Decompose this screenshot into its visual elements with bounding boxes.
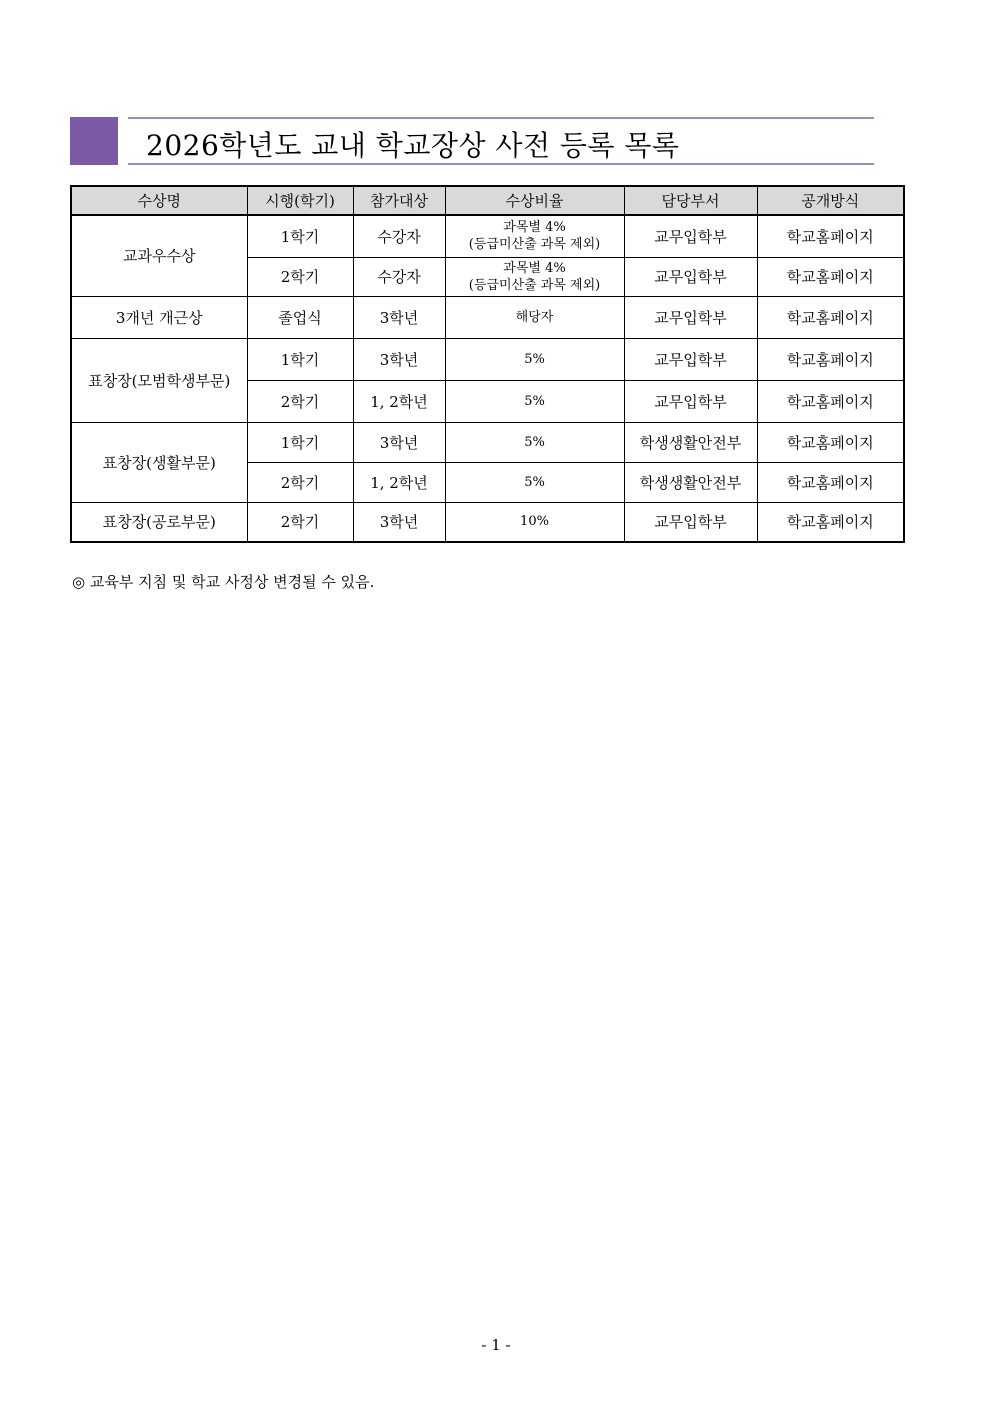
ratio-cell [445, 296, 624, 338]
header-term: 시행(학기) [247, 186, 353, 215]
header-department: 담당부서 [624, 186, 757, 215]
document-title: 2026학년도 교내 학교장상 사전 등록 목록 [146, 129, 680, 162]
ratio-cell [445, 462, 624, 502]
disclosure-cell: 학교홈페이지 [757, 462, 904, 502]
term-cell: 졸업식 [247, 296, 353, 338]
ratio-value: 5% [524, 351, 545, 367]
table-header-row [71, 186, 904, 215]
header-ratio: 수상비율 [445, 186, 624, 215]
target-cell: 3학년 [353, 502, 445, 542]
ratio-cell [445, 502, 624, 542]
department-cell: 교무입학부 [624, 380, 757, 422]
document-title-block [70, 117, 874, 165]
disclosure-cell: 학교홈페이지 [757, 257, 904, 296]
target-cell: 3학년 [353, 422, 445, 462]
footnote: ◎ 교육부 지침 및 학교 사정상 변경될 수 있음. [72, 573, 375, 591]
table-row [71, 502, 904, 542]
disclosure-cell: 학교홈페이지 [757, 296, 904, 338]
ratio-note: (등급미산출 과목 제외) [468, 277, 601, 293]
target-cell: 1, 2학년 [353, 462, 445, 502]
page-number: - 1 - [481, 1336, 511, 1354]
title-top-rule [128, 117, 874, 119]
term-cell: 1학기 [247, 422, 353, 462]
header-target: 참가대상 [353, 186, 445, 215]
award-name-cell: 표창장(모범학생부문) [71, 338, 247, 422]
award-name-cell: 표창장(공로부문) [71, 502, 247, 542]
department-cell: 교무입학부 [624, 257, 757, 296]
ratio-cell [445, 215, 624, 257]
ratio-cell [445, 257, 624, 296]
title-accent-square [70, 117, 118, 165]
table-row [71, 215, 904, 257]
disclosure-cell: 학교홈페이지 [757, 502, 904, 542]
ratio-value: 5% [524, 474, 545, 490]
header-disclosure: 공개방식 [757, 186, 904, 215]
term-cell: 1학기 [247, 215, 353, 257]
ratio-note: (등급미산출 과목 제외) [468, 237, 601, 253]
term-cell: 1학기 [247, 338, 353, 380]
department-cell: 교무입학부 [624, 338, 757, 380]
award-name-cell: 교과우수상 [71, 215, 247, 296]
ratio-value: 해당자 [515, 309, 554, 325]
ratio-value: 과목별 4% [503, 220, 566, 236]
term-cell: 2학기 [247, 502, 353, 542]
ratio-cell [445, 422, 624, 462]
header-award-name: 수상명 [71, 186, 247, 215]
ratio-cell [445, 380, 624, 422]
ratio-value: 5% [524, 434, 545, 450]
term-cell: 2학기 [247, 462, 353, 502]
term-cell: 2학기 [247, 380, 353, 422]
department-cell: 교무입학부 [624, 296, 757, 338]
target-cell: 수강자 [353, 215, 445, 257]
ratio-cell [445, 338, 624, 380]
award-name-cell: 표창장(생활부문) [71, 422, 247, 502]
table-row [71, 296, 904, 338]
department-cell: 교무입학부 [624, 502, 757, 542]
department-cell: 학생생활안전부 [624, 422, 757, 462]
disclosure-cell: 학교홈페이지 [757, 215, 904, 257]
target-cell: 수강자 [353, 257, 445, 296]
ratio-value: 과목별 4% [503, 260, 566, 276]
target-cell: 3학년 [353, 296, 445, 338]
term-cell: 2학기 [247, 257, 353, 296]
disclosure-cell: 학교홈페이지 [757, 338, 904, 380]
disclosure-cell: 학교홈페이지 [757, 380, 904, 422]
award-name-cell: 3개년 개근상 [71, 296, 247, 338]
department-cell: 교무입학부 [624, 215, 757, 257]
target-cell: 1, 2학년 [353, 380, 445, 422]
ratio-value: 5% [524, 393, 545, 409]
department-cell: 학생생활안전부 [624, 462, 757, 502]
target-cell: 3학년 [353, 338, 445, 380]
disclosure-cell: 학교홈페이지 [757, 422, 904, 462]
awards-table [70, 185, 905, 543]
table-row [71, 422, 904, 462]
table-row [71, 338, 904, 380]
ratio-value: 10% [520, 514, 549, 530]
